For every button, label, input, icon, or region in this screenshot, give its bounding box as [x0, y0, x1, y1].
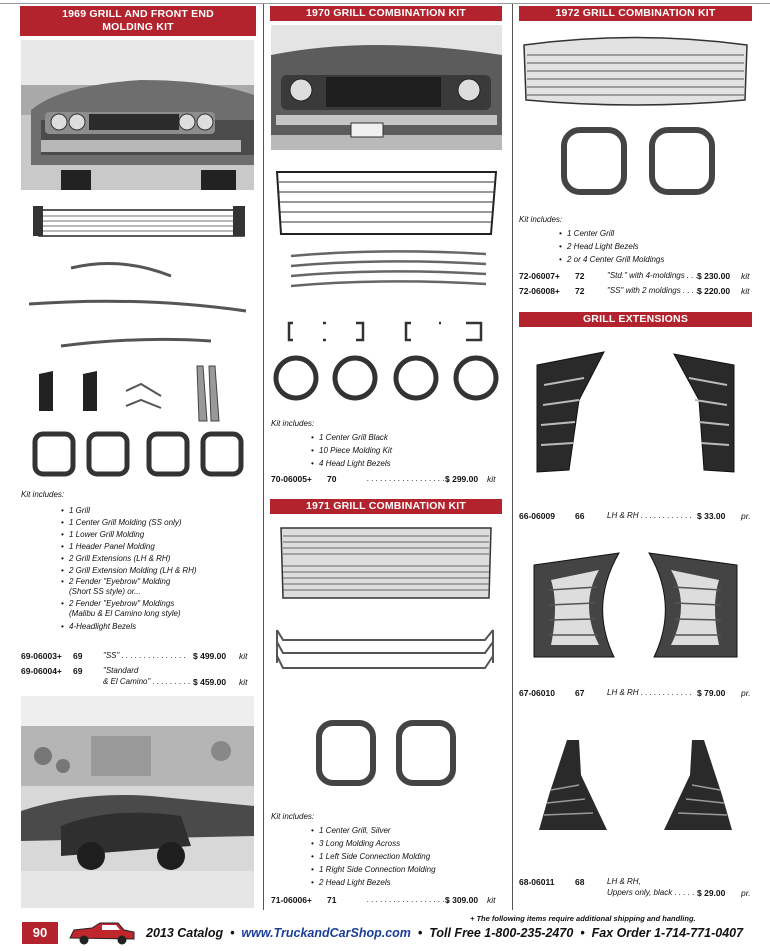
- unit: kit: [487, 895, 496, 905]
- kit-includes-label: Kit includes:: [271, 812, 315, 821]
- part-number: 69-06004+: [21, 666, 62, 676]
- description: . . . . . . . . . . . . . . . . . . .: [367, 474, 450, 483]
- car-photo-1970: [271, 25, 502, 150]
- year: 67: [575, 688, 585, 698]
- website-link[interactable]: www.TruckandCarShop.com: [241, 926, 411, 940]
- price-row: [271, 895, 501, 905]
- unit: kit: [487, 474, 496, 484]
- footer-contact: [146, 926, 743, 940]
- description: & El Camino" . . . . . . . . .: [103, 677, 191, 686]
- column-divider: [263, 4, 264, 910]
- kit-item: • 3 Long Molding Across: [271, 838, 501, 850]
- price: $ 459.00: [193, 677, 227, 687]
- year: 70: [327, 474, 337, 484]
- description: . . . . . . . . . . . . . . . . . . .: [367, 895, 450, 904]
- description: "SS" . . . . . . . . . . . . . . .: [103, 651, 187, 660]
- kit-includes-label: Kit includes:: [21, 490, 65, 499]
- title-line: 1969 GRILL AND FRONT END: [62, 8, 214, 20]
- unit: kit: [239, 677, 248, 687]
- part-number: 70-06005+: [271, 474, 312, 484]
- unit: pr.: [741, 888, 751, 898]
- year: 66: [575, 511, 585, 521]
- price: $ 29.00: [697, 888, 726, 898]
- kit-item: • 1 Left Side Connection Molding: [271, 851, 501, 863]
- part-number: 69-06003+: [21, 651, 62, 661]
- kit-item: • 2 Grill Extensions (LH & RH): [21, 553, 257, 565]
- part-number: 66-06009: [519, 511, 555, 521]
- part-number: 72-06007+: [519, 271, 560, 281]
- part-number: 67-06010: [519, 688, 555, 698]
- section-title-1969: [20, 6, 256, 36]
- price: $ 230.00: [697, 271, 731, 281]
- section-title-1971: 1971 GRILL COMBINATION KIT: [270, 499, 502, 514]
- kit-item: • 1 Center Grill: [519, 228, 752, 240]
- part-number: 72-06008+: [519, 286, 560, 296]
- kit-includes-1972: [519, 214, 752, 266]
- section-title-1972: 1972 GRILL COMBINATION KIT: [519, 6, 752, 21]
- unit: kit: [239, 651, 248, 661]
- catalog-year: 2013 Catalog: [146, 926, 224, 940]
- unit: pr.: [741, 688, 751, 698]
- description: "Std." with 4-moldings . . .: [607, 271, 699, 280]
- year: 71: [327, 895, 337, 905]
- kit-item: • 2 or 4 Center Grill Moldings: [519, 254, 752, 266]
- kit-parts-1971: [271, 518, 502, 808]
- fax-order-number: Fax Order 1-714-771-0407: [591, 926, 744, 940]
- kit-item: • 1 Grill: [21, 505, 257, 517]
- page-number: 90: [22, 922, 58, 944]
- kit-item: • 1 Center Grill Molding (SS only): [21, 517, 257, 529]
- part-number: 68-06011: [519, 877, 555, 887]
- year: 72: [575, 286, 585, 296]
- price-row: [519, 286, 752, 296]
- year: 68: [575, 877, 585, 887]
- price: $ 309.00: [445, 895, 479, 905]
- price-row: [519, 511, 752, 521]
- kit-item: • 2 Head Light Bezels: [271, 877, 501, 889]
- price: $ 499.00: [193, 651, 227, 661]
- description: "SS" with 2 moldings . . . . .: [607, 286, 703, 295]
- year: 69: [73, 651, 83, 661]
- grill-extension-68: [519, 735, 752, 845]
- separator: •: [230, 926, 235, 940]
- price-row: [21, 677, 251, 687]
- grill-extension-66: [519, 340, 752, 485]
- separator: •: [417, 926, 423, 940]
- kit-item: • 2 Fender "Eyebrow" Molding: [21, 577, 257, 587]
- kit-item: • 10 Piece Molding Kit: [271, 445, 501, 457]
- kit-parts-1969: [21, 196, 254, 486]
- kit-item: • 2 Head Light Bezels: [519, 241, 752, 253]
- price-row: [271, 474, 501, 484]
- description: LH & RH . . . . . . . . . . . .: [607, 688, 692, 697]
- kit-item: • 4 Head Light Bezels: [271, 458, 501, 470]
- car-photo-1969: [21, 40, 254, 190]
- description: LH & RH,: [607, 877, 641, 886]
- kit-item: • 4-Headlight Bezels: [21, 621, 257, 633]
- title-line: MOLDING KIT: [102, 21, 174, 33]
- price-row: [519, 688, 752, 698]
- kit-item: • 1 Header Panel Molding: [21, 541, 257, 553]
- year: 69: [73, 666, 83, 676]
- kit-parts-1972: [519, 25, 752, 210]
- kit-parts-1970: [271, 158, 502, 413]
- kit-item-cont: (Short SS style) or...: [69, 587, 141, 596]
- separator: •: [580, 926, 585, 940]
- kit-includes-label: Kit includes:: [271, 419, 315, 428]
- price: $ 220.00: [697, 286, 731, 296]
- kit-item: • 2 Grill Extension Molding (LH & RH): [21, 565, 257, 577]
- price: $ 33.00: [697, 511, 726, 521]
- description: Uppers only, black . . . . .: [607, 888, 695, 897]
- showroom-photo: [21, 696, 254, 908]
- section-title-grill-extensions: GRILL EXTENSIONS: [519, 312, 752, 327]
- kit-item: • 2 Fender "Eyebrow" Moldings: [21, 599, 257, 609]
- price-row: [519, 271, 752, 281]
- price: $ 299.00: [445, 474, 479, 484]
- section-title-1970: 1970 GRILL COMBINATION KIT: [270, 6, 502, 21]
- kit-includes-1970: [271, 418, 501, 470]
- part-number: 71-06006+: [271, 895, 312, 905]
- kit-item-cont: (Malibu & El Camino long style): [69, 609, 181, 618]
- description: "Standard: [103, 666, 139, 675]
- price: $ 79.00: [697, 688, 726, 698]
- column-divider: [512, 4, 513, 910]
- top-rule: [0, 0, 770, 4]
- kit-includes-label: Kit includes:: [519, 215, 563, 224]
- unit: kit: [741, 271, 750, 281]
- grill-extension-67: [519, 545, 752, 670]
- price-row: [519, 888, 752, 898]
- kit-item: • 1 Center Grill, Silver: [271, 825, 501, 837]
- kit-item: • 1 Center Grill Black: [271, 432, 501, 444]
- kit-includes-1969: [21, 489, 257, 633]
- price-row: [21, 666, 251, 676]
- year: 72: [575, 271, 585, 281]
- price-row: [519, 877, 752, 887]
- unit: kit: [741, 286, 750, 296]
- description: LH & RH . . . . . . . . . . . .: [607, 511, 692, 520]
- kit-item: • 1 Lower Grill Molding: [21, 529, 257, 541]
- kit-includes-1971: [271, 811, 501, 889]
- truck-logo: [66, 920, 138, 946]
- toll-free-number: Toll Free 1-800-235-2470: [429, 926, 574, 940]
- unit: pr.: [741, 511, 751, 521]
- kit-item: • 1 Right Side Connection Molding: [271, 864, 501, 876]
- shipping-note: + The following items require additional shipping and handling.: [470, 914, 696, 923]
- price-row: [21, 651, 251, 661]
